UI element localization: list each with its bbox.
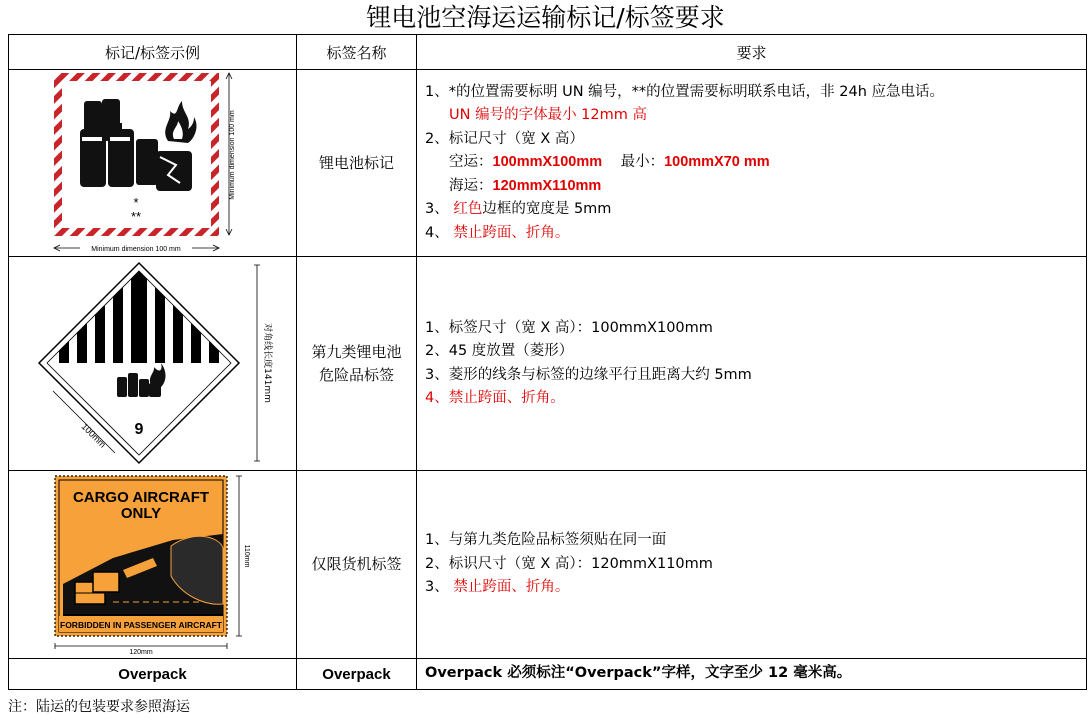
un-number-placeholder: *: [132, 195, 139, 210]
footnote: 注：陆运的包装要求参照海运: [8, 699, 190, 715]
req-value: 100mmX70 mm: [664, 154, 770, 171]
req-value: 禁止跨面、折角。: [453, 224, 570, 241]
lithium-battery-mark-image: [48, 71, 258, 255]
class-number: 9: [134, 420, 143, 438]
req-line: [425, 151, 1086, 175]
req-text: 海运：: [449, 177, 493, 194]
cao-image-cell: [9, 471, 297, 659]
cao-heading-line1: CARGO AIRCRAFT: [72, 488, 209, 506]
side-dimension-label: 对角线长度141mm: [261, 322, 272, 403]
header-example: 标记/标签示例: [9, 35, 297, 70]
requirements-cao: [417, 471, 1087, 659]
req-line: 2、45 度放置（菱形）: [425, 343, 574, 359]
requirements-lithium-mark: [417, 70, 1087, 257]
table-row: [9, 70, 1087, 257]
req-text: 4、: [425, 224, 449, 241]
header-row: [9, 35, 1087, 70]
class9-image-cell: [9, 257, 297, 471]
req-line: [425, 576, 1086, 600]
requirements-table: [8, 34, 1087, 690]
req-line: UN 编号的字体最小 12mm 高: [449, 107, 647, 124]
req-line: 3、菱形的线条与标签的边缘平行且距离大约 5mm: [425, 366, 752, 383]
req-text: 最小：: [620, 154, 665, 171]
label-name-overpack: Overpack: [297, 659, 417, 690]
req-value: 红色: [453, 201, 483, 218]
req-line: 1、标签尺寸（宽 X 高）：100mmX100mm: [425, 319, 713, 336]
class9-hazard-label-image: [33, 259, 273, 469]
bottom-dimension-label: 120mm: [128, 648, 153, 656]
requirements-class9: [417, 257, 1087, 471]
label-name-line: 危险品标签: [318, 365, 394, 384]
overpack-example: Overpack: [9, 659, 297, 690]
lithium-mark-image-cell: [9, 70, 297, 257]
req-value: 120mmX110mm: [492, 177, 602, 194]
table-row: [9, 471, 1087, 659]
phone-placeholder: **: [130, 209, 141, 224]
label-name-line: 第九类锂电池: [311, 342, 402, 361]
page-title: 锂电池空海运运输标记/标签要求: [366, 3, 725, 32]
cao-forbidden-text: FORBIDDEN IN PASSENGER AIRCRAFT: [59, 619, 222, 630]
diagonal-dimension-label: 100mm: [79, 420, 108, 450]
label-name-lithium-mark: 锂电池标记: [297, 70, 417, 257]
black-stripes: [59, 271, 219, 363]
requirements-overpack: Overpack 必须标注“Overpack”字样，文字至少 12 毫米高。: [417, 659, 1087, 690]
header-name: 标签名称: [297, 35, 417, 70]
req-value: 禁止跨面、折角。: [453, 579, 570, 596]
side-dimension-label: 110mm: [242, 544, 250, 567]
req-line: 2、标记尺寸（宽 X 高）: [425, 130, 584, 147]
req-line: 4、禁止跨面、折角。: [425, 390, 565, 406]
req-text: 3、: [425, 201, 449, 218]
header-requirements: 要求: [417, 35, 1087, 70]
side-dimension-label: Minimum dimension 100 mm: [228, 110, 236, 200]
req-line: 2、标识尺寸（宽 X 高）：120mmX110mm: [425, 555, 713, 572]
req-line: [425, 175, 1086, 199]
label-name-cao: 仅限货机标签: [297, 471, 417, 659]
label-name-class9: [297, 257, 417, 471]
table-row: [9, 257, 1087, 471]
bottom-dimension-label: Minimum dimension 100 mm: [90, 246, 181, 253]
cargo-aircraft-only-label-image: [53, 474, 253, 656]
req-text: 空运：: [449, 154, 493, 171]
table-row: [9, 659, 1087, 690]
req-text: 3、: [425, 579, 449, 596]
req-value: 100mmX100mm: [492, 154, 603, 171]
req-line: [425, 198, 1086, 222]
req-line: [425, 222, 1086, 246]
req-line: 1、*的位置需要标明 UN 编号，**的位置需要标明联系电话，非 24h 应急电话。: [425, 83, 945, 100]
req-text: 边框的宽度是 5mm: [482, 201, 612, 218]
req-line: 1、与第九类危险品标签须贴在同一面: [425, 532, 667, 549]
cao-heading-line2: ONLY: [120, 504, 161, 522]
